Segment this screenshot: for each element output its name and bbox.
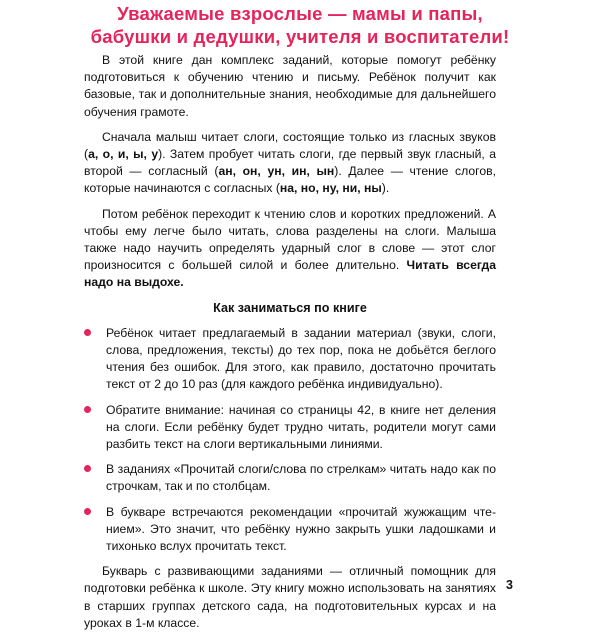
consonant-vowel-syllables: на, но, ну, ни, ны <box>279 181 382 196</box>
section-heading: Как заниматься по книге <box>213 300 367 315</box>
words-text: Потом ребёнок переходит к чтению слов и коротких предложений. А чтобы ему легче было читать, слова разделены на слоги. Малыша также надо научить определять ударный слог в слове — этот слог произносится с большей силой и более длительно. <box>84 206 496 273</box>
body-text <box>84 52 496 640</box>
vowel-consonant-syllables: ан, он, ун, ин, ын <box>218 164 335 179</box>
list-item-text: В букваре встречаются рекомендации «прочитай жужжащим чтением». Это значит, что ребёнку нужно закрыть ушки ладошками и тихонько вслух прочитать текст. <box>106 504 496 554</box>
list-item-text: Ребёнок читает предлагаемый в задании материал (звуки, слоги, слова, предложения, тексты) до тех пор, пока не добьётся беглого чтения без ошибок. Для этого, как правило, достаточно прочитать текст от 2 до 10 раз (для каждого ребёнка индивидуально). <box>106 325 496 392</box>
page-number: 3 <box>506 578 513 592</box>
syllables-text-e: ). Далее — чтение слогов, которые начинаются с согласных ( <box>84 164 496 196</box>
page-title <box>50 2 550 48</box>
syllables-text-g: ). <box>381 181 390 196</box>
vowel-syllables: а, о, и, ы, у <box>88 147 159 162</box>
intro-paragraph: В этой книге дан комплекс заданий, которые помогут ребёнку подготовиться к обучению чтению и письму. Ребёнок получит как базовые, так и дополнительные знания, необходимые для дальнейшего обучения грамоте. <box>84 53 496 119</box>
words-paragraph <box>84 206 496 292</box>
title-line-2: бабушки и дедушки, учителя и воспитатели! <box>90 26 510 47</box>
bullet-dot-icon <box>84 406 91 413</box>
bullet-dot-icon <box>84 465 91 472</box>
title-line-1: Уважаемые взрослые — мамы и папы, <box>117 3 483 24</box>
final-paragraph: Букварь с развивающими заданиями — отличный помощник для подготовки ребёнка к школе. Эту книгу можно использовать на занятиях в старших группах детского сада, на подготовительных курсах и на уроках в 1-м классе. <box>84 564 496 630</box>
list-item-text: Обратите внимание: начиная со страницы 42, в книге нет деления на слоги. Если ребёнку будет трудно читать, родители могут сами разбить текст на слоги вертикальными линиями. <box>106 402 496 452</box>
bullet-dot-icon <box>84 508 91 515</box>
syllables-text-a: Сначала малыш читает слоги, состоящие только из гласных звуков ( <box>84 129 496 162</box>
list-item <box>84 461 496 495</box>
list-item-text: В заданиях «Прочитай слоги/слова по стрелкам» читать надо как по строчкам, так и по столбцам. <box>106 462 496 494</box>
syllables-text-c: ). Затем пробует читать слоги, где первый звук гласный, а второй — согласный ( <box>84 147 496 179</box>
instructions-list <box>84 325 496 555</box>
exhale-note: Читать всегда надо на выдохе. <box>84 258 496 290</box>
list-item <box>84 504 496 556</box>
list-item <box>84 325 496 394</box>
syllables-paragraph <box>84 129 496 198</box>
bullet-dot-icon <box>84 329 91 336</box>
list-item <box>84 402 496 454</box>
